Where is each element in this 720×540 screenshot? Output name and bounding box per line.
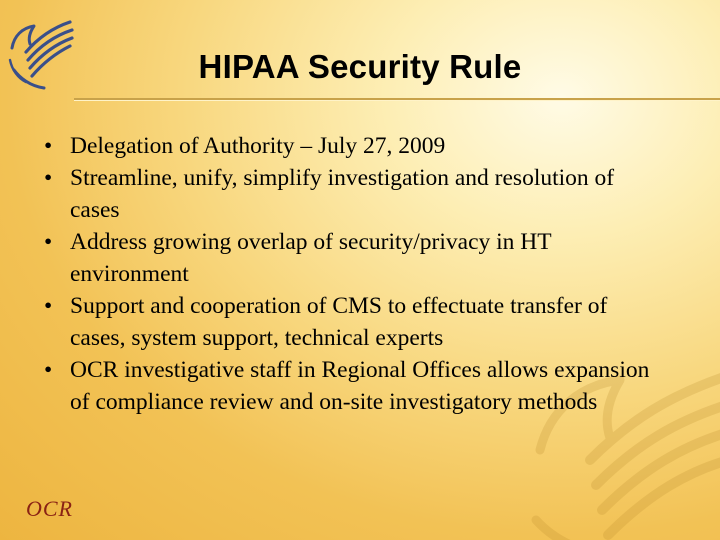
bullet-text: Delegation of Authority – July 27, 2009 [70,133,446,159]
footer-ocr-label: OCR [26,496,73,521]
bullet-dot: • [44,229,53,255]
bullet-list [44,130,664,418]
bullet-item [44,354,664,418]
bullet-text: Streamline, unify, simplify investigation and resolution of cases [70,165,615,223]
bullet-text: OCR investigative staff in Regional Offices allows expansion of compliance review and on-site investigatory methods [70,357,650,415]
bullet-text: Support and cooperation of CMS to effectuate transfer of cases, system support, technical experts [70,293,608,351]
bullet-dot: • [44,133,53,159]
slide-title: HIPAA Security Rule [198,48,522,85]
bullet-item [44,130,664,162]
bullet-item [44,162,664,226]
bullet-text: Address growing overlap of security/privacy in HT environment [70,229,552,287]
bullet-dot: • [44,357,53,383]
bullet-dot: • [44,293,53,319]
bullet-item [44,226,664,290]
bullet-dot: • [44,165,53,191]
title-divider-highlight [74,100,720,101]
bullet-item [44,290,664,354]
